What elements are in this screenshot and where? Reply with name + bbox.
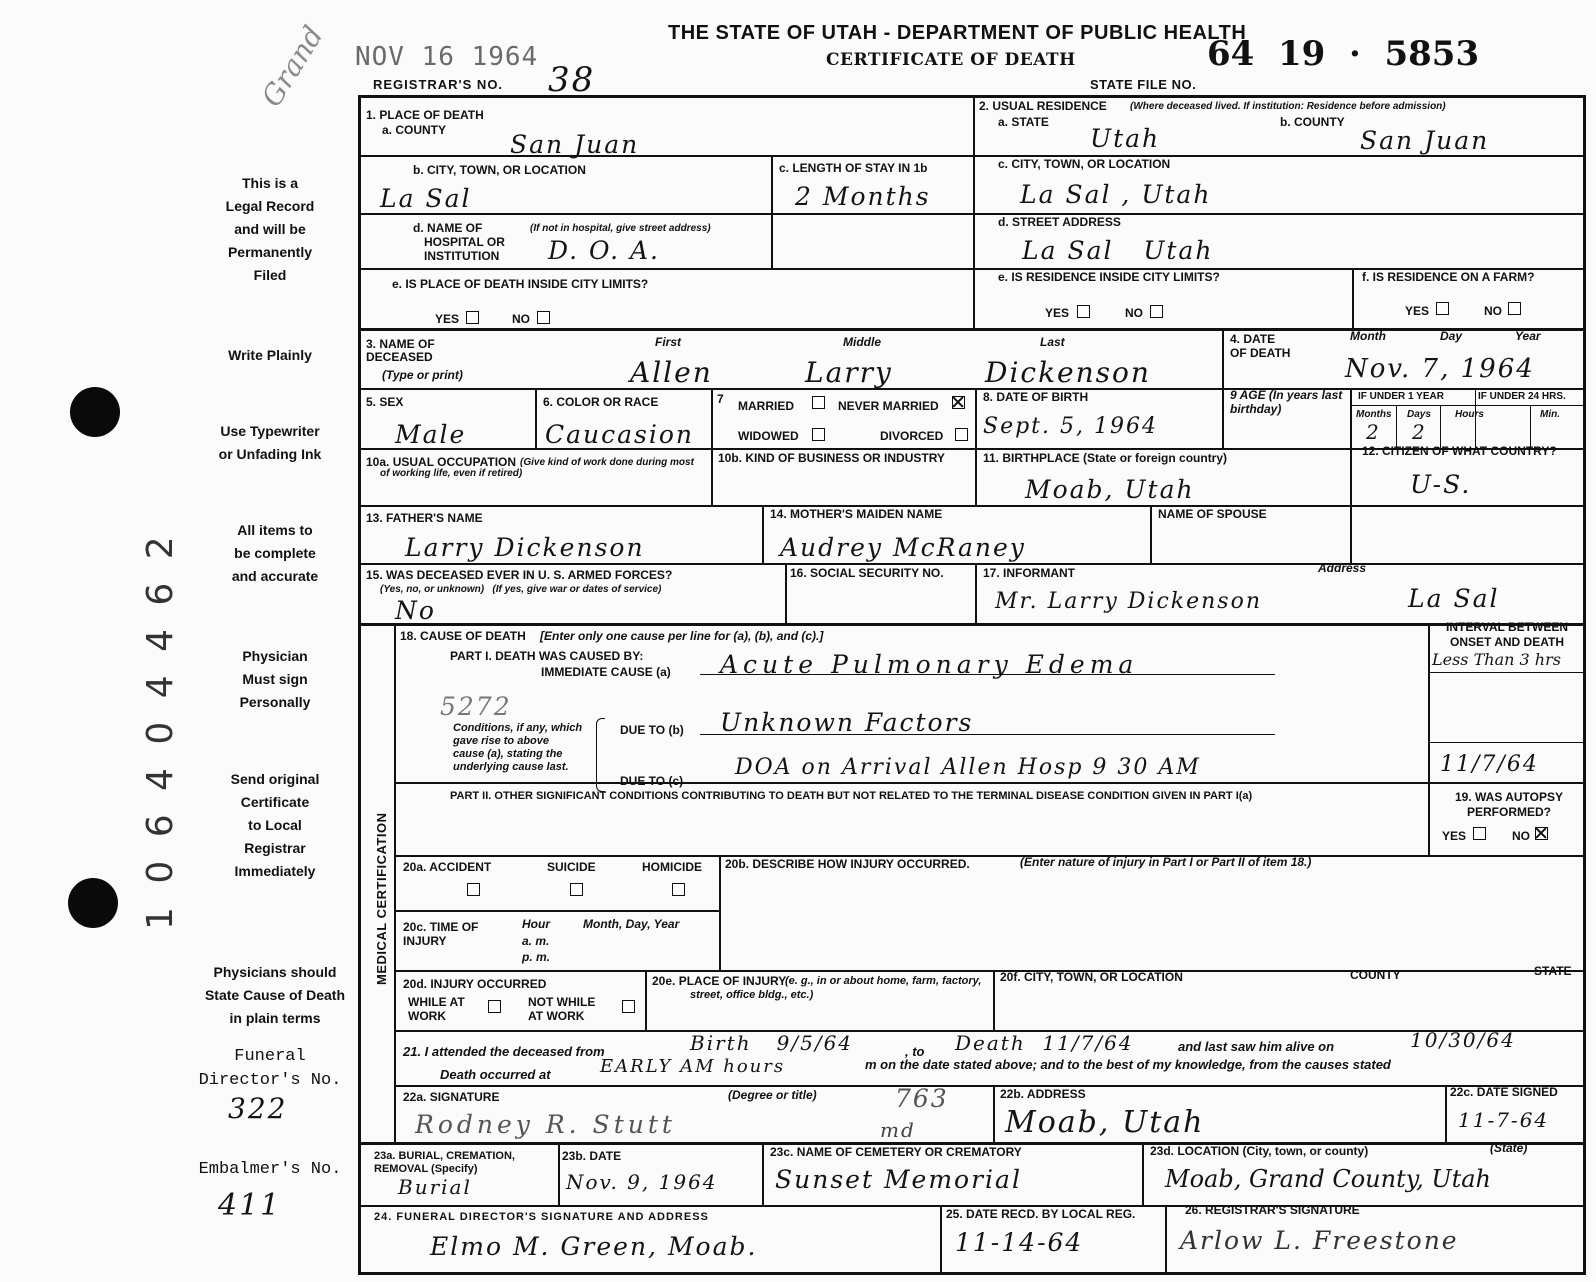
min-label: Min.: [1540, 409, 1560, 420]
stamp-date: NOV 16 1964: [355, 42, 539, 72]
registrar-signature-value: Arlow L. Freestone: [1180, 1226, 1459, 1255]
mother-name-value: Audrey McRaney: [780, 533, 1026, 562]
state-file-no-label: STATE FILE NO.: [1090, 77, 1197, 92]
death-occurred-at-value: EARLY AM hours: [600, 1056, 786, 1077]
dob-label: 8. DATE OF BIRTH: [983, 390, 1089, 404]
while-at-work-label: WHILE AT WORK: [408, 995, 465, 1023]
married-label: MARRIED: [738, 399, 794, 413]
widowed-checkbox[interactable]: [812, 428, 825, 441]
stay-length-label: c. LENGTH OF STAY IN 1b: [779, 161, 928, 175]
date-of-death-label: 4. DATE OF DEATH: [1230, 332, 1291, 360]
while-at-work-checkbox[interactable]: [488, 1000, 501, 1013]
father-name-value: Larry Dickenson: [405, 533, 645, 562]
residence-street-label: d. STREET ADDRESS: [998, 215, 1121, 229]
last-saw-label: and last saw him alive on: [1178, 1039, 1335, 1054]
date-received-value: 11-14-64: [955, 1228, 1084, 1257]
hours-label: Hours: [1455, 409, 1484, 420]
place-of-injury-label: 20e. PLACE OF INJURY: [652, 974, 787, 988]
under-1-year-label: IF UNDER 1 YEAR: [1358, 391, 1444, 402]
burial-method-label: 23a. BURIAL, CREMATION, REMOVAL (Specify): [374, 1150, 515, 1175]
middle-name-label: Middle: [843, 335, 881, 349]
handwritten-note: Grand: [255, 20, 330, 113]
send-original-note: Send original Certificate to Local Registrar Immediately: [230, 771, 320, 879]
divorced-checkbox[interactable]: [955, 428, 968, 441]
informant-label: 17. INFORMANT: [983, 566, 1076, 580]
hospital-label-1: d. NAME OF: [413, 221, 483, 235]
death-city-label: b. CITY, TOWN, OR LOCATION: [413, 163, 586, 177]
race-label: 6. COLOR OR RACE: [543, 395, 659, 409]
birthplace-label: 11. BIRTHPLACE (State or foreign country): [983, 451, 1228, 465]
middle-name-value: Larry: [805, 356, 893, 389]
degree-label: (Degree or title): [728, 1088, 817, 1102]
residence-city-value: La Sal , Utah: [1020, 180, 1212, 209]
residence-street-value: La Sal Utah: [1022, 236, 1214, 265]
funeral-director-number: 322: [228, 1092, 288, 1125]
statement-text: m on the date stated above; and to the best of my knowledge, from the causes stated: [865, 1057, 1391, 1072]
attended-from-value: Birth 9/5/64: [690, 1031, 854, 1055]
first-name-label: First: [655, 335, 682, 349]
due-to-c-label: DUE TO (c): [620, 774, 684, 788]
residence-city-limits-yes-checkbox[interactable]: [1077, 305, 1090, 318]
embalmer-number: 411: [218, 1188, 282, 1223]
autopsy-no-checkbox[interactable]: [1535, 827, 1548, 840]
burial-location-label: 23d. LOCATION (City, town, or county): [1150, 1144, 1369, 1158]
physician-signature-value: Rodney R. Stutt: [415, 1110, 676, 1139]
cause-of-death-note: [Enter only one cause per line for (a), (b), and (c).]: [540, 629, 824, 643]
residence-label: 2. USUAL RESIDENCE: [979, 99, 1107, 113]
legal-record-note: This is a Legal Record and will be Permanently Filed: [225, 175, 315, 283]
registrar-no-label: REGISTRAR'S NO.: [373, 77, 504, 92]
death-county-value: San Juan: [510, 130, 640, 159]
funeral-director-signature-label: 24. FUNERAL DIRECTOR'S SIGNATURE AND ADDRESS: [374, 1211, 709, 1223]
residence-state-value: Utah: [1090, 124, 1161, 153]
age-days-value: 2: [1412, 420, 1427, 444]
marital-label: 7: [717, 392, 724, 406]
injury-state-label: STATE: [1534, 964, 1572, 978]
physician-note: Physician Must sign Personally: [239, 648, 311, 710]
informant-address-label: Address: [1318, 561, 1367, 575]
form-subtitle: CERTIFICATE OF DEATH: [826, 50, 1076, 70]
cemetery-value: Sunset Memorial: [775, 1165, 1022, 1194]
residence-county-label: b. COUNTY: [1280, 115, 1345, 129]
burial-location-value: Moab, Grand County, Utah: [1165, 1165, 1491, 1193]
immediate-cause-label: IMMEDIATE CAUSE (a): [541, 665, 671, 679]
death-county-label: a. COUNTY: [382, 123, 447, 137]
farm-yes-checkbox[interactable]: [1436, 302, 1449, 315]
autopsy-label: 19. WAS AUTOPSY PERFORMED?: [1454, 790, 1564, 819]
physician-signature-label: 22a. SIGNATURE: [403, 1090, 500, 1104]
suicide-checkbox[interactable]: [570, 883, 583, 896]
autopsy-no-label: NO: [1512, 829, 1530, 843]
conditions-brace: [596, 718, 605, 792]
part-2-label: PART II. OTHER SIGNIFICANT CONDITIONS CONTRIBUTING TO DEATH BUT NOT RELATED TO THE TERMINAL DISEASE CONDITION GIVEN IN PART I(a): [450, 790, 1253, 802]
burial-date-label: 23b. DATE: [562, 1149, 622, 1163]
residence-city-label: c. CITY, TOWN, OR LOCATION: [998, 157, 1171, 171]
hospital-note: (If not in hospital, give street address): [530, 223, 711, 234]
death-city-limits-yes-checkbox[interactable]: [466, 311, 479, 324]
conditions-note: Conditions, if any, which gave rise to above cause (a), stating the underlying cause last.: [453, 722, 583, 773]
physician-degree-value: md: [880, 1118, 916, 1142]
armed-forces-value: No: [395, 596, 436, 625]
embalmer-label: Embalmer's No.: [198, 1160, 342, 1179]
place-of-death-label: 1. PLACE OF DEATH: [366, 108, 484, 122]
farm-no-label: NO: [1484, 304, 1502, 318]
married-checkbox[interactable]: [812, 396, 825, 409]
farm-yes-label: YES: [1405, 304, 1430, 318]
autopsy-yes-label: YES: [1442, 829, 1467, 843]
date-signed-label: 22c. DATE SIGNED: [1450, 1085, 1558, 1099]
residence-state-label: a. STATE: [998, 115, 1049, 129]
funeral-director-signature-value: Elmo M. Green, Moab.: [430, 1232, 758, 1261]
occupation-label: 10a. USUAL OCCUPATION: [366, 455, 517, 469]
burial-method-value: Burial: [398, 1175, 472, 1199]
age-label: 9 AGE (In years last birthday): [1230, 388, 1343, 416]
cause-of-death-label: 18. CAUSE OF DEATH: [400, 629, 526, 643]
interval-c-value: 11/7/64: [1440, 752, 1539, 777]
form-title: THE STATE OF UTAH - DEPARTMENT OF PUBLIC HEALTH: [668, 22, 1247, 44]
cause-a-value: Acute Pulmonary Edema: [720, 650, 1139, 679]
age-months-value: 2: [1366, 420, 1381, 444]
spouse-name-label: NAME OF SPOUSE: [1158, 507, 1267, 521]
dob-value: Sept. 5, 1964: [983, 414, 1158, 439]
am-label: a. m.: [522, 934, 550, 948]
armed-forces-label: 15. WAS DECEASED EVER IN U. S. ARMED FORCES?: [366, 568, 673, 582]
cause-c-value: DOA on Arrival Allen Hosp 9 30 AM: [735, 755, 1201, 780]
interval-a-value: Less Than 3 hrs: [1432, 650, 1561, 669]
deceased-name-label: 3. NAME OF DECEASED: [366, 337, 435, 364]
cause-note: Physicians should State Cause of Death in plain terms: [204, 964, 346, 1026]
first-name-value: Allen: [630, 356, 713, 389]
sex-value: Male: [395, 420, 467, 449]
place-of-injury-note: (e. g., in or about home, farm, factory, street, office bldg., etc.): [690, 975, 982, 1001]
armed-forces-note: (Yes, no, or unknown) (If yes, give war or dates of service): [380, 584, 662, 595]
divorced-label: DIVORCED: [880, 429, 944, 443]
residence-city-limits-no-checkbox[interactable]: [1150, 305, 1163, 318]
months-label: Months: [1356, 409, 1392, 420]
date-signed-value: 11-7-64: [1458, 1108, 1550, 1132]
death-year-label: Year: [1515, 329, 1541, 343]
informant-value: Mr. Larry Dickenson: [995, 589, 1263, 614]
death-month-label: Month: [1350, 329, 1386, 343]
death-day-label: Day: [1440, 329, 1463, 343]
due-to-b-label: DUE TO (b): [620, 723, 684, 737]
cemetery-label: 23c. NAME OF CEMETERY OR CREMATORY: [770, 1145, 1022, 1159]
injury-occurred-label: 20d. INJURY OCCURRED: [403, 977, 547, 991]
residence-city-limits-no-label: NO: [1125, 306, 1143, 320]
physician-number-value: 763: [895, 1084, 949, 1113]
burial-date-value: Nov. 9, 1964: [566, 1170, 718, 1194]
diagnosis-code: 5272: [440, 692, 512, 721]
residence-city-limits-yes-label: YES: [1045, 306, 1070, 320]
death-city-limits-yes-label: YES: [435, 312, 460, 326]
death-city-limits-no-checkbox[interactable]: [537, 311, 550, 324]
last-name-value: Dickenson: [985, 356, 1151, 389]
never-married-checkbox[interactable]: [952, 396, 965, 409]
death-occurred-at-label: Death occurred at: [440, 1067, 551, 1082]
state-file-number: 64 19 · 5853: [1207, 34, 1480, 74]
not-while-at-work-checkbox[interactable]: [622, 1000, 635, 1013]
father-name-label: 13. FATHER'S NAME: [366, 511, 483, 525]
hour-label: Hour: [522, 917, 550, 931]
hospital-label-2: HOSPITAL OR: [424, 235, 505, 249]
days-label: Days: [1407, 409, 1431, 420]
deceased-name-note: (Type or print): [382, 368, 463, 382]
death-city-limits-no-label: NO: [512, 312, 530, 326]
typewriter-note: Use Typewriter or Unfading Ink: [218, 423, 322, 462]
autopsy-yes-checkbox[interactable]: [1473, 827, 1486, 840]
injury-description-note: (Enter nature of injury in Part I or Part II of item 18.): [1020, 855, 1312, 869]
mother-name-label: 14. MOTHER'S MAIDEN NAME: [770, 507, 943, 521]
registrar-signature-label: 26. REGISTRAR'S SIGNATURE: [1185, 1203, 1360, 1217]
farm-label: f. IS RESIDENCE ON A FARM?: [1362, 270, 1535, 284]
residence-note: (Where deceased lived. If institution: Residence before admission): [1130, 101, 1446, 112]
hospital-value: D. O. A.: [548, 236, 660, 265]
physician-address-value: Moab, Utah: [1005, 1105, 1205, 1140]
punch-hole-bottom: [68, 878, 118, 928]
attended-label: 21. I attended the deceased from: [403, 1044, 605, 1059]
stay-length-value: 2 Months: [795, 182, 931, 211]
farm-no-checkbox[interactable]: [1508, 302, 1521, 315]
medical-certification-label: MEDICAL CERTIFICATION: [374, 812, 389, 985]
vertical-serial-number: 1 0 6 4 0 4 4 6 2: [140, 530, 181, 930]
write-plainly-note: Write Plainly: [228, 347, 312, 363]
race-value: Caucasion: [545, 420, 695, 449]
interval-label: INTERVAL BETWEEN ONSET AND DEATH: [1445, 620, 1568, 649]
part-1-label: PART I. DEATH WAS CAUSED BY:: [450, 649, 644, 663]
month-day-year-label: Month, Day, Year: [583, 917, 680, 931]
death-city-value: La Sal: [380, 184, 472, 213]
never-married-label: NEVER MARRIED: [838, 399, 939, 413]
under-24-hrs-label: IF UNDER 24 HRS.: [1478, 391, 1566, 402]
accident-label: 20a. ACCIDENT: [403, 860, 492, 874]
homicide-checkbox[interactable]: [672, 883, 685, 896]
funeral-director-label: Funeral Director's No.: [198, 1047, 342, 1090]
citizen-value: U-S.: [1410, 470, 1472, 499]
last-name-label: Last: [1040, 335, 1065, 349]
burial-state-label: (State): [1490, 1141, 1528, 1155]
citizen-label: 12. CITIZEN OF WHAT COUNTRY?: [1362, 444, 1557, 458]
attended-to-value: Death 11/7/64: [955, 1031, 1134, 1055]
ssn-label: 16. SOCIAL SECURITY NO.: [790, 566, 944, 580]
suicide-label: SUICIDE: [547, 860, 596, 874]
sex-label: 5. SEX: [366, 395, 404, 409]
accident-checkbox[interactable]: [467, 883, 480, 896]
time-of-injury-label: 20c. TIME OF INJURY: [403, 920, 479, 948]
registrar-no: 38: [548, 60, 596, 100]
pm-label: p. m.: [522, 950, 551, 964]
physician-address-label: 22b. ADDRESS: [1000, 1087, 1086, 1101]
residence-county-value: San Juan: [1360, 126, 1490, 155]
date-received-label: 25. DATE RECD. BY LOCAL REG.: [946, 1207, 1136, 1221]
informant-address-value: La Sal: [1408, 584, 1500, 613]
birthplace-value: Moab, Utah: [1025, 475, 1195, 504]
attended-to-label: , to: [905, 1044, 925, 1059]
residence-city-limits-label: e. IS RESIDENCE INSIDE CITY LIMITS?: [998, 270, 1220, 284]
punch-hole-top: [70, 387, 120, 437]
complete-note: All items to be complete and accurate: [231, 522, 319, 584]
occupation-note: (Give kind of work done during most of working life, even if retired): [380, 457, 694, 479]
cause-b-value: Unknown Factors: [720, 708, 974, 737]
last-saw-value: 10/30/64: [1410, 1028, 1516, 1052]
homicide-label: HOMICIDE: [642, 860, 702, 874]
industry-label: 10b. KIND OF BUSINESS OR INDUSTRY: [718, 451, 945, 465]
widowed-label: WIDOWED: [738, 429, 799, 443]
death-city-limits-label: e. IS PLACE OF DEATH INSIDE CITY LIMITS?: [392, 277, 649, 291]
not-while-at-work-label: NOT WHILE AT WORK: [528, 995, 596, 1023]
injury-description-label: 20b. DESCRIBE HOW INJURY OCCURRED.: [725, 857, 970, 871]
date-of-death-value: Nov. 7, 1964: [1345, 354, 1535, 384]
hospital-label-3: INSTITUTION: [424, 249, 500, 263]
injury-county-label: COUNTY: [1350, 968, 1401, 982]
injury-city-label: 20f. CITY, TOWN, OR LOCATION: [1000, 970, 1183, 984]
